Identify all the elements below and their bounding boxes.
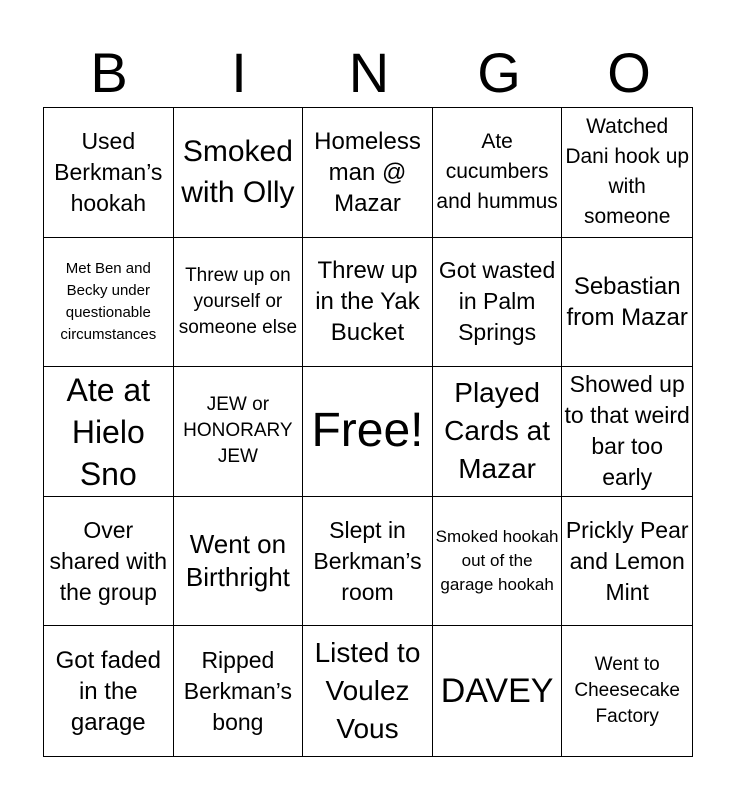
header-letter-o: O: [607, 41, 651, 104]
cell-text: Ripped Berkman’s bong: [183, 646, 292, 735]
bingo-cell[interactable]: [303, 497, 433, 627]
bingo-cell[interactable]: [174, 497, 304, 627]
cell-text: Prickly Pear and Lemon Mint: [565, 516, 689, 605]
bingo-cell[interactable]: [303, 238, 433, 368]
cell-text: Got faded in the garage: [55, 646, 161, 736]
cell-text: Ate at Hielo Sno: [66, 371, 151, 492]
bingo-cell[interactable]: [44, 238, 174, 368]
cell-text: JEW or HONORARY JEW: [183, 394, 293, 468]
bingo-header: [44, 40, 694, 106]
bingo-cell[interactable]: [562, 497, 692, 627]
cell-text: Got wasted in Palm Springs: [438, 257, 556, 346]
bingo-cell[interactable]: [303, 626, 433, 756]
cell-text: Sebastian from Mazar: [566, 272, 688, 331]
cell-text: Smoked hookah out of the garage hookah: [435, 527, 559, 595]
cell-text: Threw up on yourself or someone else: [178, 264, 298, 338]
bingo-cell[interactable]: [44, 367, 174, 497]
free-space-cell[interactable]: [303, 367, 433, 497]
bingo-cell[interactable]: [44, 497, 174, 627]
cell-text: Used Berkman’s hookah: [54, 127, 163, 216]
bingo-cell[interactable]: [44, 626, 174, 756]
bingo-cell[interactable]: [433, 367, 563, 497]
cell-text: Played Cards at Mazar: [444, 377, 550, 485]
bingo-cell[interactable]: [433, 497, 563, 627]
cell-text: Slept in Berkman’s room: [313, 516, 422, 605]
header-letter-i: I: [231, 41, 247, 104]
bingo-cell[interactable]: [174, 238, 304, 368]
cell-text: Listed to Voulez Vous: [314, 637, 421, 745]
bingo-card-grid: [43, 107, 693, 757]
header-letter-b: B: [90, 41, 128, 104]
header-letter-n: N: [348, 41, 390, 104]
bingo-cell[interactable]: [433, 626, 563, 756]
cell-text: Went to Cheesecake Factory: [574, 654, 680, 728]
bingo-cell[interactable]: [433, 108, 563, 238]
cell-text: DAVEY: [440, 672, 554, 711]
bingo-cell[interactable]: [562, 626, 692, 756]
cell-text: Homeless man @ Mazar: [314, 127, 421, 217]
bingo-cell[interactable]: [174, 367, 304, 497]
header-letter-g: G: [477, 41, 521, 104]
cell-text: Over shared with the group: [49, 516, 168, 605]
cell-text: Ate cucumbers and hummus: [436, 130, 558, 214]
free-space-text: Free!: [311, 404, 424, 458]
bingo-cell[interactable]: [174, 108, 304, 238]
cell-text: Threw up in the Yak Bucket: [315, 257, 420, 347]
bingo-cell[interactable]: [562, 238, 692, 368]
bingo-cell[interactable]: [433, 238, 563, 368]
bingo-cell[interactable]: [44, 108, 174, 238]
bingo-cell[interactable]: [562, 108, 692, 238]
bingo-cell[interactable]: [174, 626, 304, 756]
cell-text: Met Ben and Becky under questionable circumstances: [60, 259, 157, 343]
bingo-cell[interactable]: [303, 108, 433, 238]
bingo-cell[interactable]: [562, 367, 692, 497]
cell-text: Showed up to that weird bar too early: [564, 371, 690, 491]
cell-text: Smoked with Olly: [181, 135, 295, 210]
cell-text: Went on Birthright: [185, 529, 290, 593]
cell-text: Watched Dani hook up with someone: [565, 115, 690, 229]
